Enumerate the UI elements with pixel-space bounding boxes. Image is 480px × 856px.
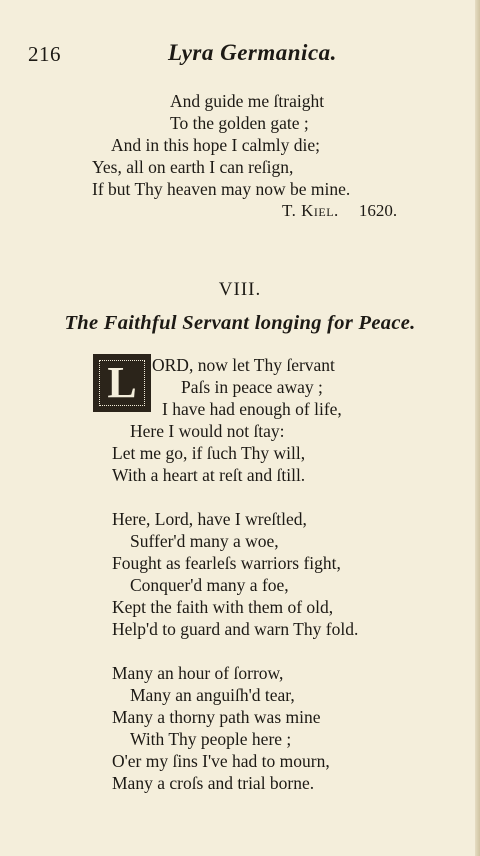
verse-line: Let me go, if ſuch Thy will, <box>112 443 306 463</box>
verse-line: To the golden gate ; <box>170 113 309 133</box>
page-number: 216 <box>28 42 61 66</box>
verse-line: And in this hope I calmly die; <box>111 135 320 155</box>
verse-line: Many an anguiſh'd tear, <box>130 685 295 705</box>
verse-line: Here I would not ſtay: <box>130 421 285 441</box>
poem-title: The Faithful Servant longing for Peace. <box>64 312 416 334</box>
drop-cap-initial <box>93 354 151 412</box>
year: 1620. <box>358 201 398 220</box>
verse-line: Conquer'd many a foe, <box>130 575 289 595</box>
verse-line: Help'd to guard and warn Thy fold. <box>112 619 359 639</box>
verse-line: And guide me ſtraight <box>170 91 325 111</box>
attribution <box>282 201 397 221</box>
verse-line: If but Thy heaven may now be mine. <box>92 179 351 199</box>
drop-cap-letter: L <box>107 358 137 407</box>
verse-line: Many an hour of ſorrow, <box>112 663 284 683</box>
verse-line: Many a thorny path was mine <box>112 707 321 727</box>
verse-line: Here, Lord, have I wreſtled, <box>112 509 307 529</box>
verse-line: With a heart at reſt and ſtill. <box>112 465 306 485</box>
section-number: VIII. <box>218 279 262 300</box>
verse-line: I have had enough of life, <box>162 399 342 419</box>
verse-line: With Thy people here ; <box>130 729 292 749</box>
running-title: Lyra Germanica. <box>168 40 337 65</box>
running-head <box>0 40 480 70</box>
verse-line: O'er my ſins I've had to mourn, <box>112 751 330 771</box>
page-edge <box>475 0 480 856</box>
verse-line: Kept the faith with them of old, <box>112 597 334 617</box>
verse-line: Fought as fearleſs warriors fight, <box>112 553 341 573</box>
verse-line: Yes, all on earth I can reſign, <box>92 157 294 177</box>
author-name: T. Kiel. <box>282 201 339 220</box>
verse-line: Paſs in peace away ; <box>181 377 323 397</box>
verse-line: ORD, now let Thy ſervant <box>152 355 335 375</box>
verse-line: Suffer'd many a woe, <box>130 531 279 551</box>
verse-line: Many a croſs and trial borne. <box>112 773 315 793</box>
